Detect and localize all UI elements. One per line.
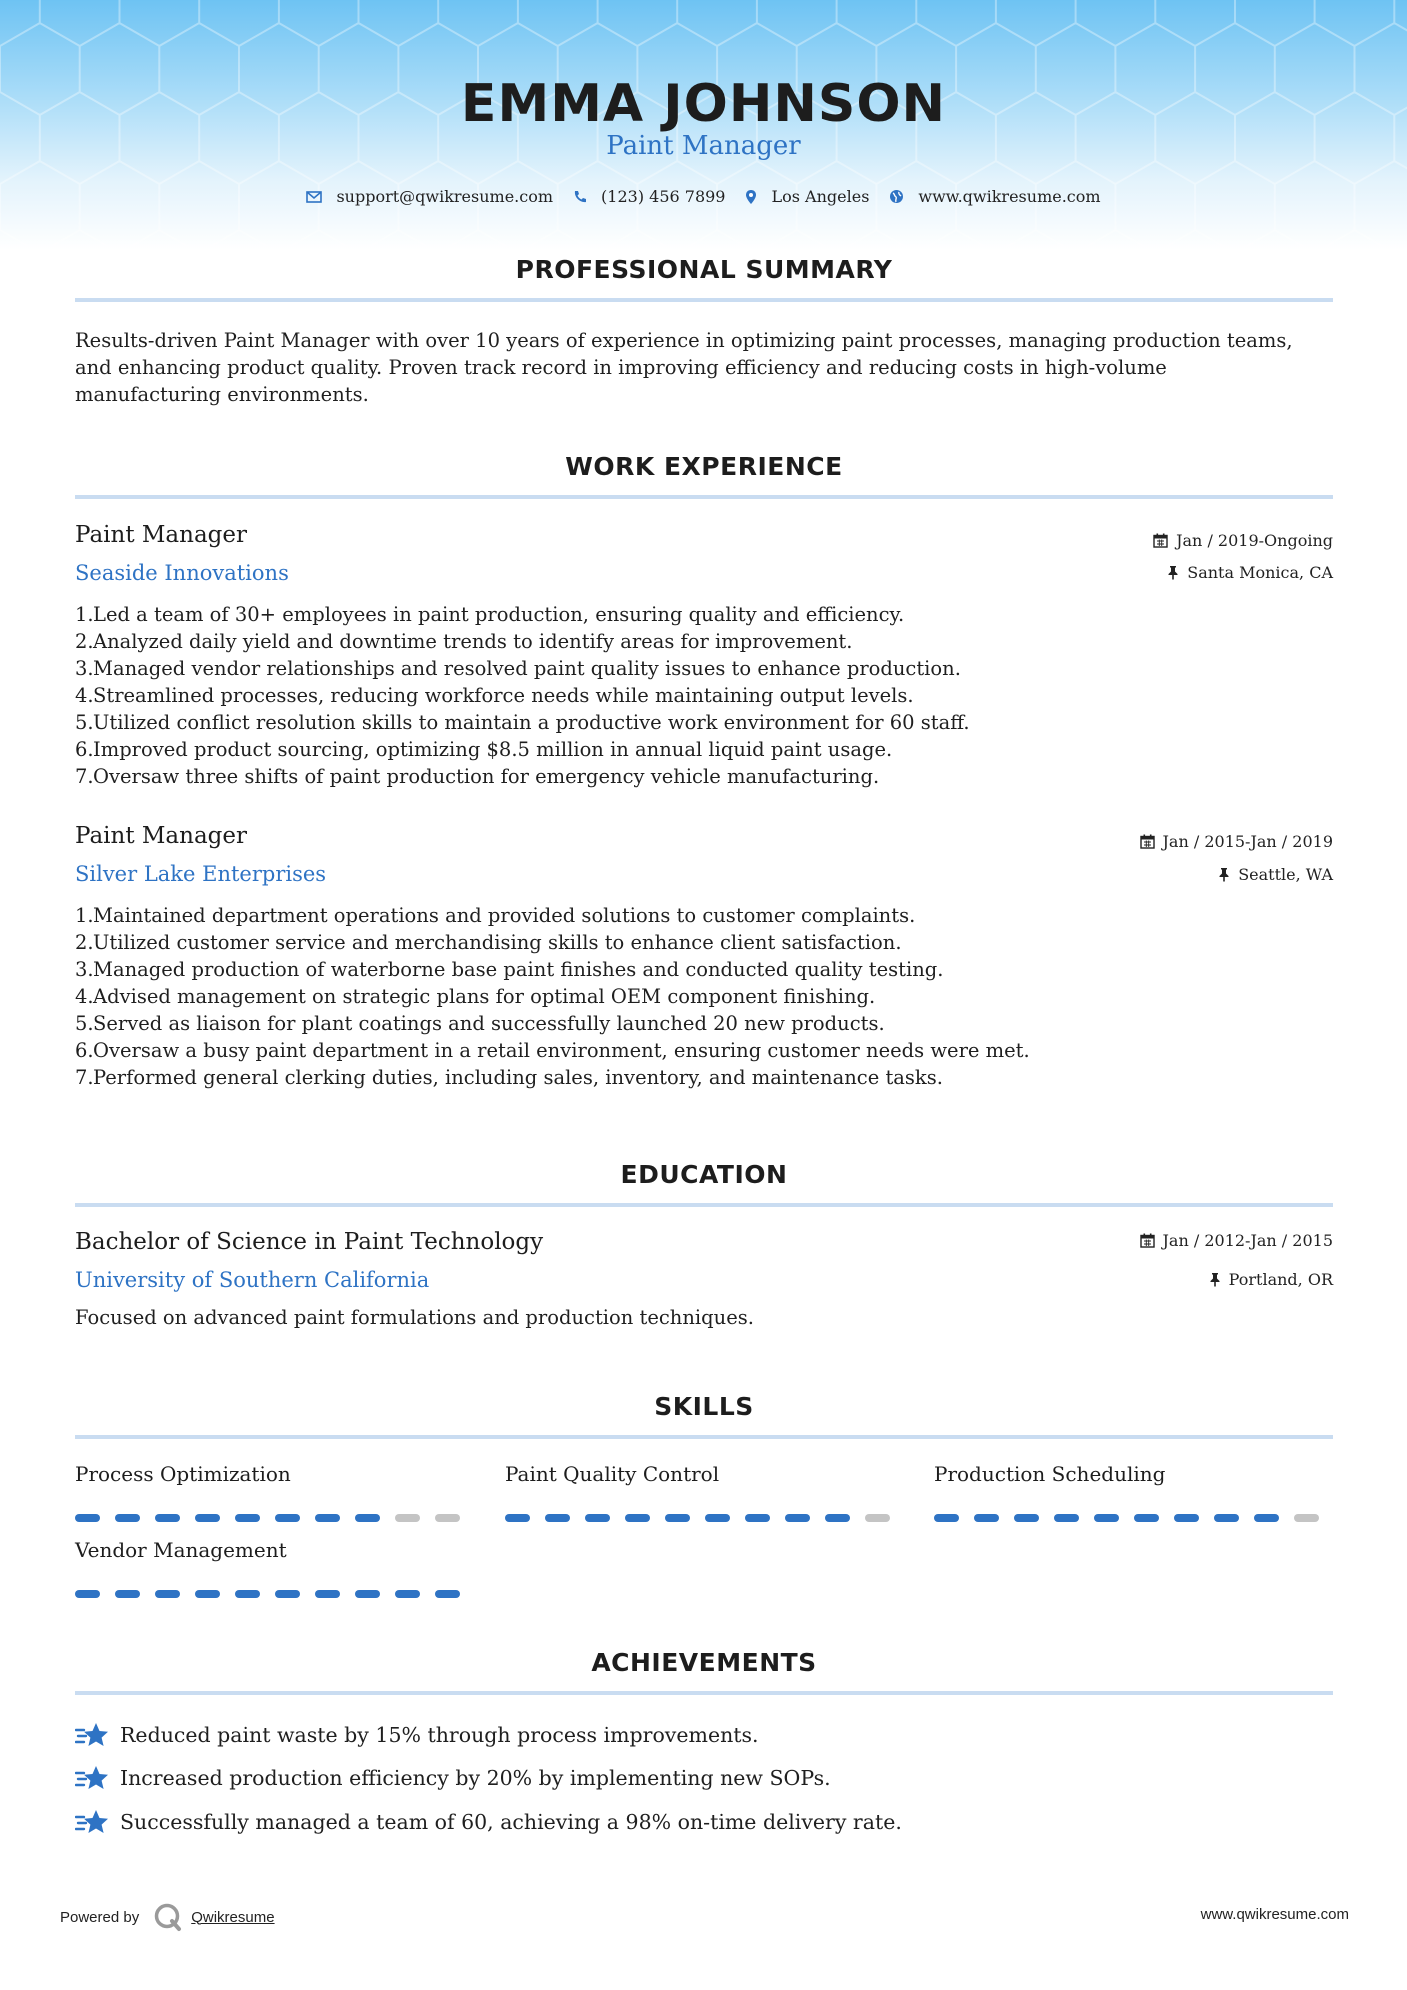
qwikresume-link[interactable]: Qwikresume (191, 1908, 275, 1926)
phone-icon (573, 190, 587, 204)
list-item: 2. Utilized customer service and merchandising skills to enhance client satisfaction. (75, 931, 902, 954)
skill-level-segment (315, 1590, 340, 1598)
job-title: Paint Manager (75, 522, 247, 548)
skill-item (75, 1538, 475, 1598)
skill-level-segment (235, 1514, 260, 1522)
skill-level-segment (1094, 1514, 1119, 1522)
calendar-icon (1140, 834, 1155, 849)
contact-bar (0, 187, 1407, 206)
achievement-text: Increased production efficiency by 20% by implementing new SOPs. (120, 1766, 831, 1790)
powered-by-label: Powered by (60, 1908, 140, 1926)
contact-website[interactable] (889, 187, 1100, 206)
envelope-icon (306, 191, 322, 203)
skill-level-segment (275, 1514, 300, 1522)
skills-heading: SKILLS (654, 1392, 754, 1421)
skill-level-segment (585, 1514, 610, 1522)
contact-email[interactable] (306, 187, 553, 206)
achievement-item (75, 1763, 831, 1793)
job-company: Seaside Innovations (75, 561, 289, 585)
skill-level-segment (155, 1590, 180, 1598)
experience-heading: WORK EXPERIENCE (565, 452, 843, 481)
skill-level-segment (545, 1514, 570, 1522)
job-dates (1153, 531, 1333, 550)
job-company: Silver Lake Enterprises (75, 862, 327, 886)
skill-level-bar (505, 1514, 905, 1522)
skill-level-segment (745, 1514, 770, 1522)
list-item: 5. Served as liaison for plant coatings and successfully launched 20 new products. (75, 1012, 885, 1035)
contact-location-text: Los Angeles (771, 187, 870, 206)
skill-level-segment (395, 1590, 420, 1598)
job-dates (1140, 832, 1333, 851)
list-item: 1. Maintained department operations and provided solutions to customer complaints. (75, 904, 916, 927)
skill-level-segment (155, 1514, 180, 1522)
skill-name: Paint Quality Control (505, 1462, 720, 1486)
education-location-text: Portland, OR (1228, 1270, 1333, 1289)
job-location (1218, 865, 1333, 884)
skill-level-segment (115, 1590, 140, 1598)
skill-level-segment (355, 1590, 380, 1598)
skill-level-segment (275, 1590, 300, 1598)
skill-level-segment (1054, 1514, 1079, 1522)
list-item: 4. Advised management on strategic plans for optimal OEM component finishing. (75, 985, 876, 1008)
skill-level-segment (934, 1514, 959, 1522)
skill-level-segment (355, 1514, 380, 1522)
skill-level-bar (75, 1590, 475, 1598)
education-dates (1140, 1231, 1333, 1250)
achievements-divider (75, 1691, 1333, 1695)
skill-level-segment (1014, 1514, 1039, 1522)
skill-item (75, 1462, 475, 1522)
summary-divider (75, 298, 1333, 302)
skills-divider (75, 1435, 1333, 1439)
skill-level-segment (75, 1514, 100, 1522)
list-item: 6. Improved product sourcing, optimizing $8.5 million in annual liquid paint usage. (75, 738, 893, 761)
skill-name: Production Scheduling (934, 1462, 1166, 1486)
summary-line: manufacturing environments. (75, 383, 369, 406)
candidate-role: Paint Manager (606, 131, 801, 161)
skill-level-segment (435, 1514, 460, 1522)
degree-title: Bachelor of Science in Paint Technology (75, 1229, 544, 1255)
skill-level-segment (825, 1514, 850, 1522)
candidate-name: EMMA JOHNSON (460, 74, 947, 134)
summary-line: Results-driven Paint Manager with over 10 years of experience in optimizing paint processes, managing production teams, (75, 329, 1293, 352)
skill-level-segment (1134, 1514, 1159, 1522)
list-item: 4. Streamlined processes, reducing workforce needs while maintaining output levels. (75, 684, 914, 707)
job-bullets (75, 601, 1315, 790)
contact-phone[interactable] (573, 187, 725, 206)
school-name: University of Southern California (75, 1268, 430, 1292)
calendar-icon (1140, 1233, 1155, 1248)
job-location-text: Santa Monica, CA (1187, 563, 1333, 582)
skill-level-segment (1294, 1514, 1319, 1522)
skill-level-segment (315, 1514, 340, 1522)
skill-level-segment (195, 1590, 220, 1598)
star-icon (75, 1720, 110, 1750)
achievements-heading: ACHIEVEMENTS (591, 1648, 817, 1677)
skill-level-segment (665, 1514, 690, 1522)
list-item: 1. Led a team of 30+ employees in paint production, ensuring quality and efficiency. (75, 603, 905, 626)
skill-level-segment (1174, 1514, 1199, 1522)
skill-level-segment (435, 1590, 460, 1598)
job-location (1167, 563, 1333, 582)
experience-divider (75, 495, 1333, 499)
contact-website-text: www.qwikresume.com (918, 187, 1101, 206)
list-item: 7. Oversaw three shifts of paint production for emergency vehicle manufacturing. (75, 765, 880, 788)
qwikresume-logo-icon (153, 1902, 183, 1932)
skill-level-bar (934, 1514, 1334, 1522)
list-item: 3. Managed production of waterborne base paint finishes and conducted quality testing. (75, 958, 944, 981)
achievement-text: Successfully managed a team of 60, achieving a 98% on-time delivery rate. (120, 1810, 902, 1834)
contact-email-text: support@qwikresume.com (336, 187, 554, 206)
footer-website[interactable]: www.qwikresume.com (1200, 1906, 1349, 1923)
list-item: 6. Oversaw a busy paint department in a retail environment, ensuring customer needs were met. (75, 1039, 1030, 1062)
summary-heading: PROFESSIONAL SUMMARY (515, 255, 893, 284)
summary-text (75, 327, 1335, 408)
education-divider (75, 1203, 1333, 1207)
achievement-item (75, 1720, 759, 1750)
list-item: 2. Analyzed daily yield and downtime trends to identify areas for improvement. (75, 630, 853, 653)
skill-name: Process Optimization (75, 1462, 291, 1486)
calendar-icon (1153, 533, 1168, 548)
skill-level-segment (395, 1514, 420, 1522)
job-dates-text: Jan / 2019-Ongoing (1176, 531, 1333, 550)
skill-level-segment (235, 1590, 260, 1598)
list-item: 5. Utilized conflict resolution skills to maintain a productive work environment for 60 staff. (75, 711, 970, 734)
star-icon (75, 1807, 110, 1837)
star-icon (75, 1763, 110, 1793)
education-location (1209, 1270, 1333, 1289)
skill-level-segment (505, 1514, 530, 1522)
skill-level-segment (705, 1514, 730, 1522)
job-location-text: Seattle, WA (1238, 865, 1333, 884)
education-dates-text: Jan / 2012-Jan / 2015 (1162, 1231, 1333, 1250)
skill-level-segment (75, 1590, 100, 1598)
footer-powered-by (60, 1902, 275, 1932)
skill-level-segment (785, 1514, 810, 1522)
job-bullets (75, 902, 1315, 1091)
job-title: Paint Manager (75, 823, 247, 849)
skill-level-segment (195, 1514, 220, 1522)
education-heading: EDUCATION (620, 1160, 788, 1189)
skill-name: Vendor Management (75, 1538, 287, 1562)
skill-item (934, 1462, 1334, 1522)
skill-level-segment (1214, 1514, 1239, 1522)
list-item: 3. Managed vendor relationships and resolved paint quality issues to enhance production. (75, 657, 961, 680)
job-dates-text: Jan / 2015-Jan / 2019 (1162, 832, 1333, 851)
skill-level-bar (75, 1514, 475, 1522)
contact-phone-text: (123) 456 7899 (601, 187, 726, 206)
list-item: 7. Performed general clerking duties, including sales, inventory, and maintenance tasks. (75, 1066, 943, 1089)
skill-level-segment (865, 1514, 890, 1522)
pushpin-icon (1209, 1272, 1221, 1287)
achievement-item (75, 1807, 902, 1837)
skill-item (505, 1462, 905, 1522)
globe-icon (889, 189, 904, 204)
skill-level-segment (1254, 1514, 1279, 1522)
pushpin-icon (1218, 867, 1230, 882)
skill-level-segment (974, 1514, 999, 1522)
summary-line: and enhancing product quality. Proven track record in improving efficiency and reducing costs in high-volume (75, 356, 1167, 379)
contact-location (745, 187, 869, 206)
map-pin-icon (745, 189, 757, 205)
achievement-text: Reduced paint waste by 15% through process improvements. (120, 1723, 759, 1747)
pushpin-icon (1167, 565, 1179, 580)
skill-level-segment (115, 1514, 140, 1522)
skill-level-segment (625, 1514, 650, 1522)
education-description: Focused on advanced paint formulations and production techniques. (75, 1306, 754, 1329)
